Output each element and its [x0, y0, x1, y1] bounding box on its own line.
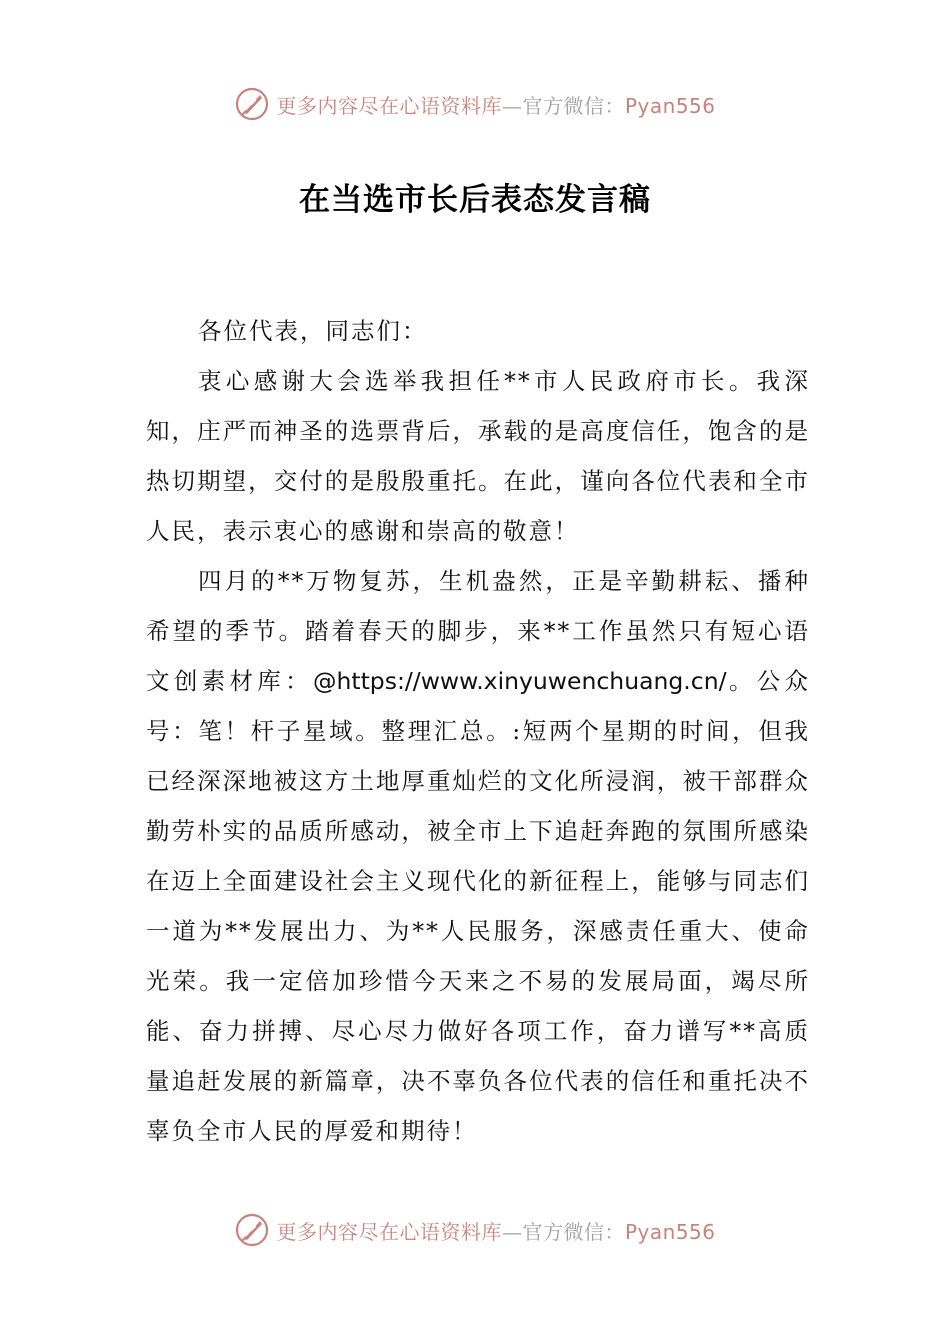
header-wechat-label: 官方微信：	[522, 93, 625, 118]
paragraph-commitment	[146, 556, 810, 1156]
footer-banner-text	[276, 1216, 715, 1245]
header-banner-prefix: 更多内容尽在心语资料库	[276, 93, 502, 118]
header-banner-text	[276, 90, 715, 119]
footer-banner-prefix: 更多内容尽在心语资料库	[276, 1219, 502, 1244]
paragraph-commitment-part2: 。公众号：笔！杆子星域。整理汇总。:短两个星期的时间，但我已经深深地被这方土地厚重灿烂的文化所浸润，被干部群众勤劳朴实的品质所感动，被全市上下追赶奔跑的氛围所感染在迈上全面建设社会主义现代化的新征程上，能够与同志们一道为**发展出力、为**人民服务，深感责任重大、使命光荣。我一定倍加珍惜今天来之不易的发展局面，竭尽所能、奋力拼搏、尽心尽力做好各项工作，奋力谱写**高质量追赶发展的新篇章，决不辜负各位代表的信任和重托决不辜负全市人民的厚爱和期待！	[146, 667, 810, 1145]
footer-wechat-id: Pyan556	[624, 1219, 716, 1244]
header-banner	[0, 82, 950, 126]
paragraph-commitment-part1: 四月的**万物复苏，生机盎然，正是辛勤耕耘、播种希望的季节。踏着春天的脚步，来**工作虽然只有短心语文创素材库：	[146, 567, 810, 695]
source-url: @https://www.xinyuwenchuang.cn/	[312, 667, 727, 695]
footer-banner	[0, 1208, 950, 1252]
page-title: 在当选市长后表态发言稿	[299, 182, 651, 218]
feather-pen-logo-icon	[234, 1212, 270, 1248]
document-body	[146, 306, 810, 1156]
header-banner-dash: —	[501, 93, 523, 118]
paragraph-thanks: 衷心感谢大会选举我担任**市人民政府市长。我深知，庄严而神圣的选票背后，承载的是高度信任，饱含的是热切期望，交付的是殷殷重托。在此，谨向各位代表和全市人民，表示衷心的感谢和崇高的敬意！	[146, 367, 810, 545]
header-wechat-id: Pyan556	[624, 93, 716, 118]
salutation: 各位代表，同志们：	[198, 317, 428, 345]
footer-wechat-label: 官方微信：	[522, 1219, 625, 1244]
footer-banner-dash: —	[501, 1219, 523, 1244]
feather-pen-logo-icon	[234, 86, 270, 122]
